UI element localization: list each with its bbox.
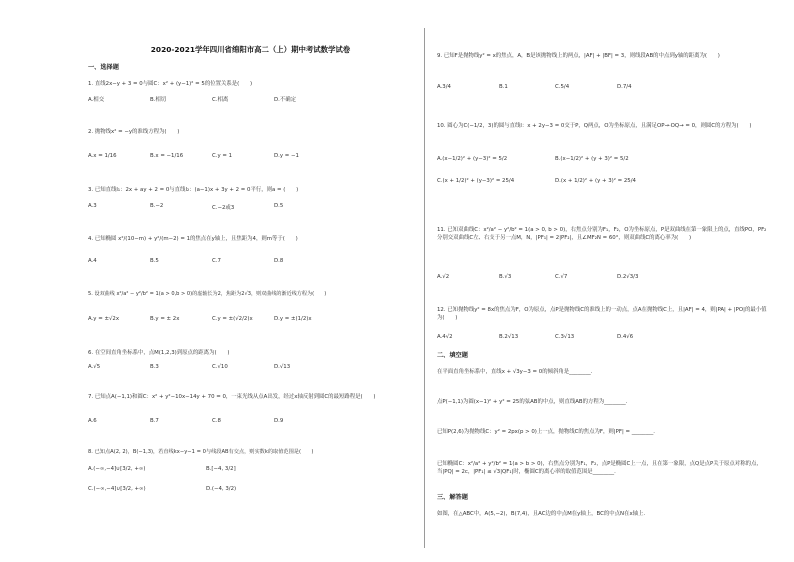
question-7: 7. 已知点A(−1,1)和圆C：x² + y²−10x−14y + 70 = 0，一束光线从点A出发，经过x轴反射到圆C的最短路程是( ): [88, 394, 376, 400]
answer-question-1: 如图，在△ABC中，A(5,−2)，B(7,4)，且AC边的中点M在y轴上，BC的中点N在x轴上.: [437, 511, 646, 517]
question-3-options: [88, 203, 413, 211]
question-4: 4. 已知椭圆 x²/(10−m) + y²/(m−2) = 1的焦点在y轴上，且焦距为4，则m等于( ): [88, 236, 298, 242]
option-b: B.−2: [150, 203, 164, 209]
option-c: C.y = 1: [212, 153, 233, 159]
option-c: C.(−∞,−4]∪[3/2, +∞): [88, 486, 146, 492]
fill-question-3: 已知P(2,6)为抛物线C：y² = 2px(p > 0)上一点，抛物线C的焦点为F，则|PF| = ________.: [437, 429, 656, 435]
option-d: D.不确定: [274, 97, 297, 103]
question-11: 11. 已知双曲线C：x²/a² − y²/b² = 1(a > 0, b > 0)，右焦点分别为F₁，F₂，O为坐标原点，P是双曲线在第一象限上的点，直线PO，PF₂分别交双曲线C左、右支于另一点M，N，|PF₁| = 2|PF₂|，且∠MF₂N = 60°，则双曲线C的离心率为( ): [437, 227, 767, 242]
option-b: B.相切: [150, 97, 167, 103]
option-a: A.6: [88, 418, 97, 424]
question-8-options: [88, 466, 413, 492]
question-5: 5. 设双曲线 x²/a² − y²/b² = 1(a > 0,b > 0)的虚轴长为2，焦距为2√3，则双曲线的渐近线方程为( ): [88, 291, 327, 297]
left-column: [88, 0, 413, 562]
question-7-options: [88, 418, 413, 426]
option-b: B.3: [150, 364, 159, 370]
option-c: C.√7: [555, 274, 568, 280]
option-b: B.√3: [499, 274, 512, 280]
option-a: A.√5: [88, 364, 101, 370]
option-c: C.7: [212, 258, 221, 264]
option-d: D.7/4: [617, 84, 632, 90]
option-a: A.相交: [88, 97, 105, 103]
option-c: C.3√13: [555, 334, 575, 340]
question-11-options: [437, 274, 767, 282]
right-column: [437, 0, 767, 562]
option-d: D.y = −1: [274, 153, 299, 159]
option-b: B.5: [150, 258, 159, 264]
option-d: D.√13: [274, 364, 291, 370]
option-b: B.x = −1/16: [150, 153, 184, 159]
question-4-options: [88, 258, 413, 266]
exam-title: 2020-2021学年四川省绵阳市高二（上）期中考试数学试卷: [150, 45, 351, 54]
option-a: A.(−∞,−4]∪[3/2, +∞): [88, 466, 146, 472]
option-c: C.y = ±(√2/2)x: [212, 316, 253, 322]
option-d: D.(−4, 3/2): [206, 486, 237, 492]
fill-question-1: 在平面直角坐标系中，直线x + √3y−3 = 0的倾斜角是________.: [437, 369, 593, 375]
question-2: 2. 抛物线x² = −y的准线方程为( ): [88, 129, 180, 135]
question-1: 1. 直线2x−y + 3 = 0与圆C：x² + (y−1)² = 5的位置关系是( ): [88, 81, 253, 87]
option-b: B.7: [150, 418, 159, 424]
question-2-options: [88, 153, 413, 161]
option-b: B.[−4, 3/2]: [206, 466, 236, 472]
option-b: B.(x−1/2)² + (y + 3)² = 5/2: [555, 156, 629, 162]
option-c: C.−2或3: [212, 205, 235, 211]
option-d: D.8: [274, 258, 284, 264]
option-a: A.x = 1/16: [88, 153, 117, 159]
option-d: D.y = ±(1/2)x: [274, 316, 312, 322]
column-divider: [424, 28, 425, 548]
option-c: C.(x + 1/2)² + (y−3)² = 25/4: [437, 178, 515, 184]
option-b: B.1: [499, 84, 508, 90]
option-a: A.3: [88, 203, 97, 209]
question-10-options: [437, 156, 767, 182]
option-b: B.y = ± 2x: [150, 316, 180, 322]
question-10: 10. 圆心为C(−1/2，3)的圆与直线l：x + 2y−3 = 0交于P，Q两点，O为坐标原点，且满足OP→·OQ→ = 0，则圆C的方程为( ): [437, 123, 752, 129]
question-6-options: [88, 364, 413, 372]
fill-question-4: 已知椭圆C：x²/a² + y²/b² = 1(a > b > 0)，右焦点分别为F₁，F₂，点P是椭圆C上一点，且在第一象限，点Q是点P关于原点对称的点，当|PQ| = 2c，|PF₁| ≤ √3|QF₁|时，椭圆C的离心率的取值范围是________.: [437, 461, 762, 476]
option-d: D.(x + 1/2)² + (y + 3)² = 25/4: [555, 178, 636, 184]
option-a: A.4: [88, 258, 97, 264]
option-c: C.相离: [212, 97, 229, 103]
fill-question-2: 点P(−1,1)为圆(x−1)² + y² = 25的弦AB的中点，则直线AB的方程为________.: [437, 399, 628, 405]
option-a: A.√2: [437, 274, 450, 280]
option-d: D.5: [274, 203, 284, 209]
question-9-options: [437, 84, 767, 92]
section-answer-heading: 三、解答题: [437, 494, 468, 501]
option-c: C.5/4: [555, 84, 570, 90]
question-6: 6. 在空间直角坐标系中，点M(1,2,3)到原点的距离为( ): [88, 350, 230, 356]
question-12: 12. 已知抛物线y² = 8x的焦点为F，O为原点，点P是抛物线C的准线上的一动点，点A在抛物线C上，且|AF| = 4，则|PA| + |PO|的最小值为( ): [437, 307, 767, 322]
question-9: 9. 已知F是抛物线y² = x的焦点，A，B是该抛物线上的两点，|AF| + |BF| = 3，则线段AB的中点到y轴的距离为( ): [437, 53, 720, 59]
option-a: A.y = ±√2x: [88, 316, 120, 322]
option-d: D.4√6: [617, 334, 634, 340]
question-8: 8. 已知点A(2, 2)，B(−1,3)，若直线kx−y−1 = 0与线段AB有交点，则实数k的取值范围是( ): [88, 449, 314, 455]
question-5-options: [88, 316, 413, 324]
question-12-options: [437, 334, 767, 342]
option-a: A.4√2: [437, 334, 453, 340]
option-d: D.2√3/3: [617, 274, 639, 280]
question-3: 3. 已知直线l₁：2x + ay + 2 = 0与直线l₂：(a−1)x + 3y + 2 = 0平行，则a = ( ): [88, 187, 299, 193]
option-a: A.(x−1/2)² + (y−3)² = 5/2: [437, 156, 508, 162]
section-choice-heading: 一、选择题: [88, 64, 119, 71]
question-1-options: [88, 95, 413, 103]
option-c: C.8: [212, 418, 221, 424]
option-c: C.√10: [212, 364, 228, 370]
option-d: D.9: [274, 418, 284, 424]
option-b: B.2√13: [499, 334, 519, 340]
section-fill-heading: 二、填空题: [437, 352, 468, 359]
option-a: A.3/4: [437, 84, 451, 90]
